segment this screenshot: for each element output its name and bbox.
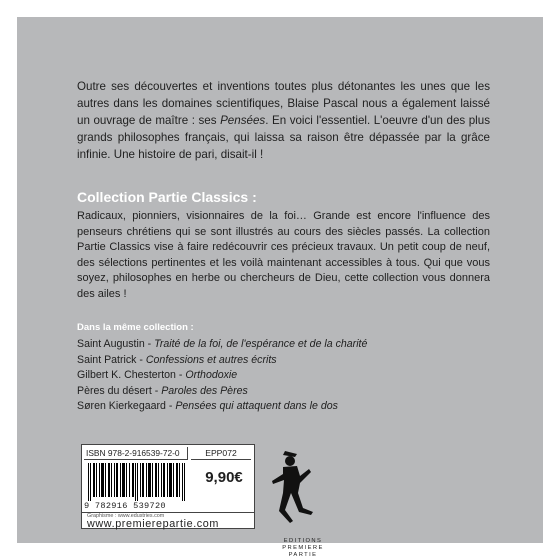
barcode-box (81, 444, 255, 529)
separator: - (175, 369, 186, 381)
barcode-digits: 9 782916 539720 (84, 501, 166, 511)
intro-text-start: Outre ses découvertes et inventions toutes plus détonantes les unes que les autres dans les domaines scientifiques, Blaise Pascal nous a également laissé un ouvrage de maître : ses (77, 80, 490, 127)
graphic-design-credit: Graphisme : www.edustries.com (87, 513, 165, 519)
list-item (77, 384, 497, 400)
list-item (77, 399, 497, 415)
separator: - (136, 353, 146, 366)
publisher-name-line2: PREMIERE (282, 545, 324, 551)
separator: - (165, 400, 176, 412)
book-title: Traité de la foi, de l'espérance et de la charité (154, 338, 368, 350)
barcode-graphic (87, 463, 187, 501)
book-author: Søren Kierkegaard (77, 400, 166, 412)
book-title: Orthodoxie (185, 369, 238, 381)
collection-title: Collection Partie Classics : (77, 189, 257, 205)
collection-description: Radicaux, pionniers, visionnaires de la foi… Grande est encore l'influence des penseurs chrétiens qui se sont illustrés au cours des siècles passés. La collection Partie Classics vise à faire redécouvrir ces précieux travaux. Un petit coup de neuf, des sélections pertinentes et les voilà maintenant accessibles à tous. Qui que vous soyez, philosophes en herbe ou chercheurs de Dieu, cette collection vous donnera des ailes ! (77, 210, 490, 300)
publisher-name-line1: EDITIONS (283, 538, 323, 544)
isbn-number: ISBN 978-2-916539-72-0 (84, 447, 188, 460)
list-item (77, 368, 497, 384)
book-author: Saint Augustin (77, 338, 145, 350)
book-author: Gilbert K. Chesterton (77, 369, 176, 381)
intro-text-end: . En voici l'essentiel. L'oeuvre d'un des plus grands philosophes français, qui laissa sa raison être dépassée par la grâce infinie. Une histoire de pari, disait-il ! (77, 114, 490, 161)
separator: - (144, 338, 155, 350)
product-reference: EPP072 (191, 447, 251, 460)
book-title: Paroles des Pères (161, 384, 248, 397)
book-author: Saint Patrick (77, 353, 137, 366)
intro-book-title: Pensées (220, 114, 266, 127)
publisher-logo-icon (263, 448, 319, 536)
back-cover (17, 17, 543, 558)
list-item (77, 353, 497, 369)
price: 9,90€ (205, 469, 243, 486)
publisher-name-line3: PARTIE (288, 552, 318, 558)
same-collection-list (77, 337, 497, 415)
separator: - (151, 384, 162, 397)
book-author: Pères du désert (77, 384, 152, 397)
publisher-website: www.premierepartie.com (87, 518, 220, 530)
book-title: Confessions et autres écrits (145, 353, 277, 366)
list-item (77, 337, 497, 353)
book-title: Pensées qui attaquent dans le dos (175, 400, 338, 412)
intro-paragraph (77, 78, 490, 163)
same-collection-title: Dans la même collection : (77, 322, 194, 333)
